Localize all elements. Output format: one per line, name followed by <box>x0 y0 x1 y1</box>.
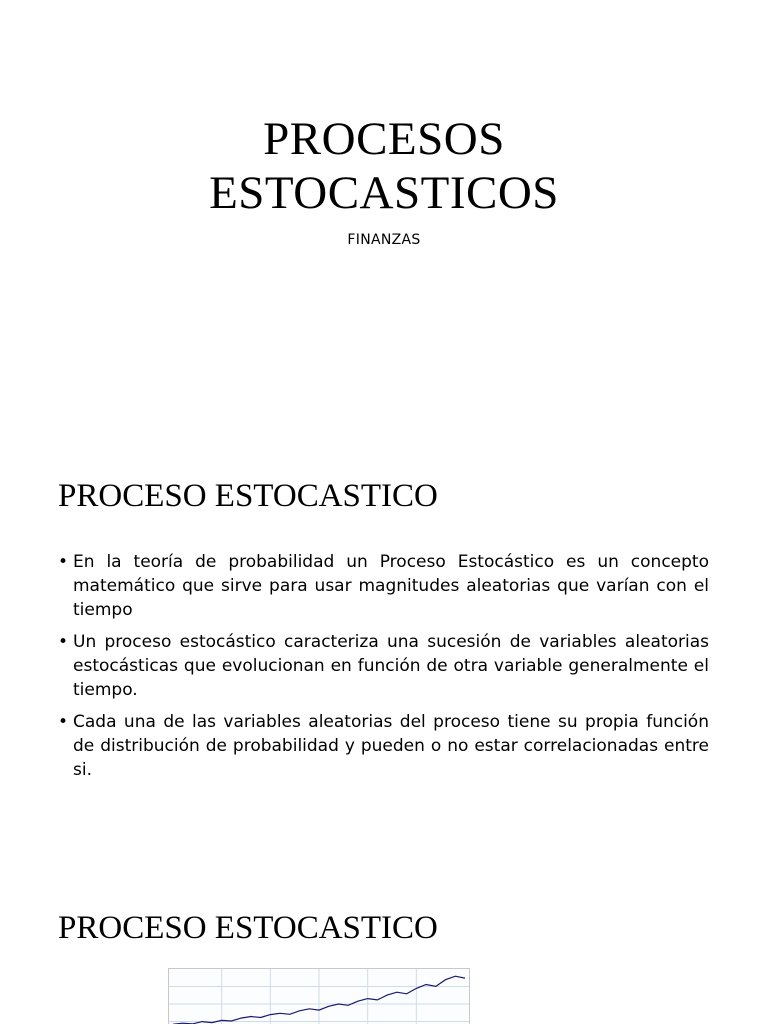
bullet-list <box>58 550 709 790</box>
slide-heading: PROCESO ESTOCASTICO <box>58 478 438 514</box>
bullet-item: • Cada una de las variables aleatorias del proceso tiene su propia función de distribución de probabilidad y pueden o no estar correlacionadas entre si. <box>58 710 709 782</box>
title-line-1: PROCESOS <box>263 113 505 165</box>
slide-title <box>0 0 768 430</box>
slide-chart <box>0 864 768 1024</box>
chart-svg <box>169 969 469 1024</box>
bullet-item: • En la teoría de probabilidad un Proceso Estocástico es un concepto matemático que sirve para usar magnitudes aleatorias que varían con el tiempo <box>58 550 709 622</box>
bullet-item: • Un proceso estocástico caracteriza una sucesión de variables aleatorias estocásticas que evolucionan en función de otra variable generalmente el tiempo. <box>58 630 709 702</box>
stochastic-process-chart <box>168 968 470 1024</box>
slide-heading: PROCESO ESTOCASTICO <box>58 910 438 946</box>
slide-definition <box>0 432 768 862</box>
presentation-title <box>0 112 768 220</box>
presentation-subtitle: FINANZAS <box>347 232 421 248</box>
title-line-2: ESTOCASTICOS <box>209 167 559 219</box>
